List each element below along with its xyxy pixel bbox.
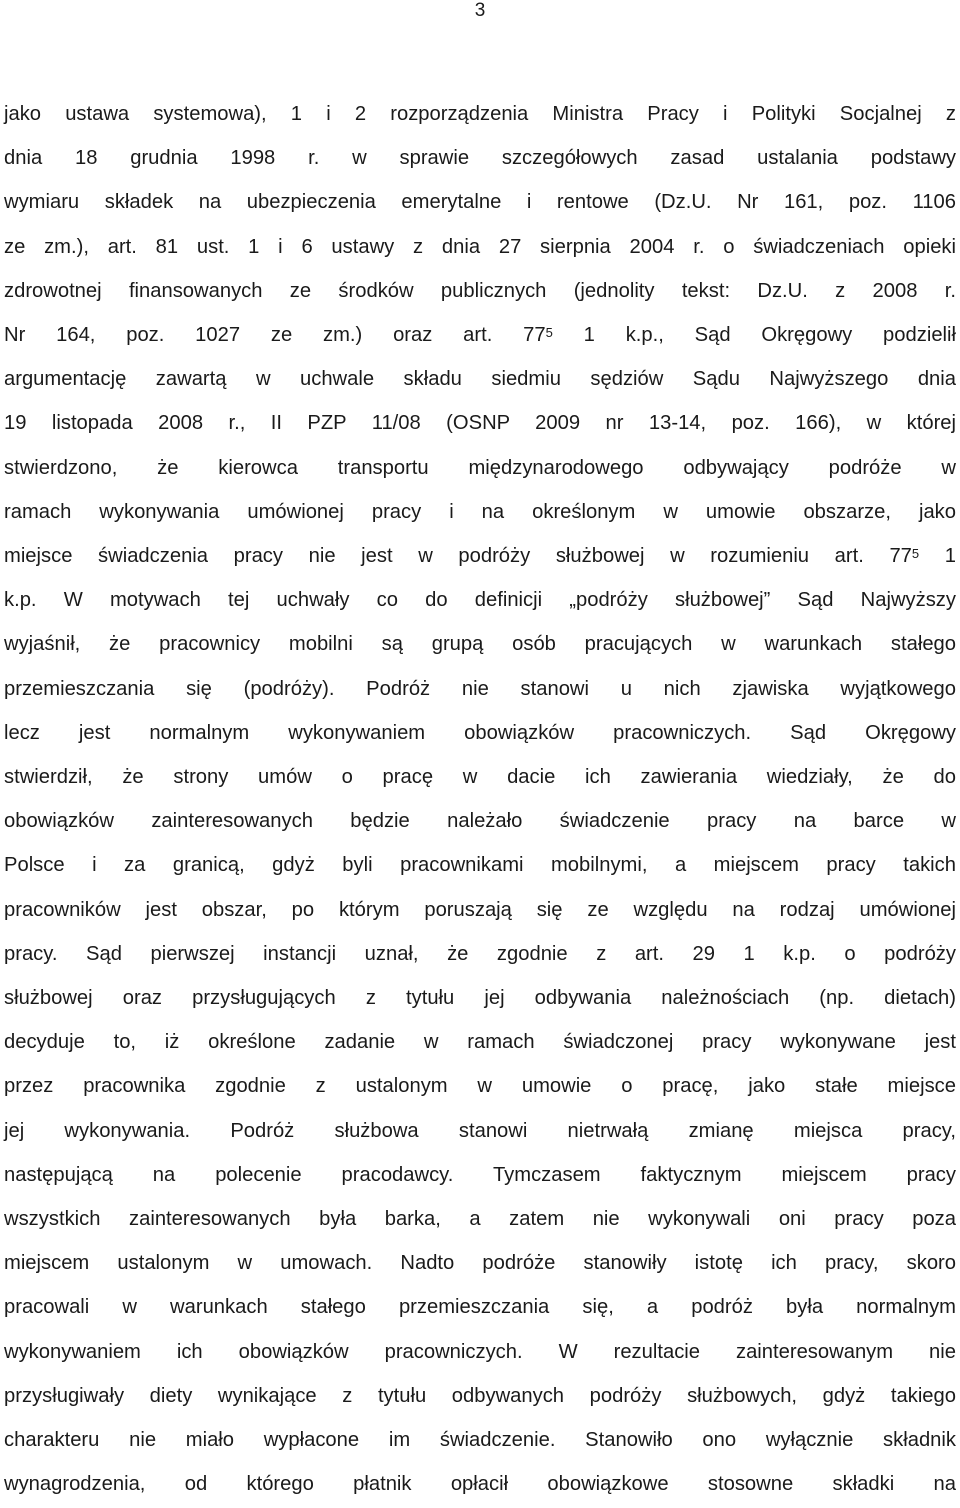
text-line: wykonywaniem ich obowiązków pracowniczych. W rezultacie zainteresowanym nie bbox=[4, 1341, 956, 1363]
text-line: przysługiwały diety wynikające z tytułu odbywanych podróży służbowych, gdyż takiego bbox=[4, 1385, 956, 1407]
page-number: 3 bbox=[474, 0, 486, 21]
superscript: 5 bbox=[545, 325, 553, 340]
text-line: wynagrodzenia, od którego płatnik opłacił obowiązkowe stosowne składki na bbox=[4, 1473, 956, 1495]
text-line: k.p. W motywach tej uchwały co do definicji „podróży służbowej” Sąd Najwyższy bbox=[4, 589, 956, 611]
text-line: Nr 164, poz. 1027 ze zm.) oraz art. $77^5$ 1 k.p., Sąd Okręgowy podzielił bbox=[4, 324, 957, 346]
text-line: pracy. Sąd pierwszej instancji uznał, że zgodnie z art. 29 1 k.p. o podróży bbox=[4, 943, 956, 965]
text-line: pracowali w warunkach stałego przemieszczania się, a podróż była normalnym bbox=[4, 1296, 956, 1318]
text-line: ramach wykonywania umówionej pracy i na określonym w umowie obszarze, jako bbox=[4, 501, 956, 523]
text-line: argumentację zawartą w uchwale składu siedmiu sędziów Sądu Najwyższego dnia bbox=[4, 368, 956, 390]
text-line: zdrowotnej finansowanych ze środków publicznych (jednolity tekst: Dz.U. z 2008 r. bbox=[4, 280, 956, 302]
text-line: wszystkich zainteresowanych była barka, a zatem nie wykonywali oni pracy poza bbox=[4, 1208, 956, 1230]
text-line: wymiaru składek na ubezpieczenia emerytalne i rentowe (Dz.U. Nr 161, poz. 1106 bbox=[4, 191, 956, 213]
text-line: decyduje to, iż określone zadanie w ramach świadczonej pracy wykonywane jest bbox=[4, 1031, 956, 1053]
text-line: jako ustawa systemowa), 1 i 2 rozporządzenia Ministra Pracy i Polityki Socjalnej z bbox=[4, 103, 956, 125]
text-line: Polsce i za granicą, gdyż byli pracownikami mobilnymi, a miejscem pracy takich bbox=[4, 854, 956, 876]
text-line: obowiązków zainteresowanych będzie należało świadczenie pracy na barce w bbox=[4, 810, 956, 832]
text-line: lecz jest normalnym wykonywaniem obowiązków pracowniczych. Sąd Okręgowy bbox=[4, 722, 956, 744]
text-line: 19 listopada 2008 r., II PZP 11/08 (OSNP 2009 nr 13-14, poz. 166), w której bbox=[4, 412, 956, 434]
text-line: stwierdził, że strony umów o pracę w dacie ich zawierania wiedziały, że do bbox=[4, 766, 956, 788]
text-line: ze zm.), art. 81 ust. 1 i 6 ustawy z dnia 27 sierpnia 2004 r. o świadczeniach opieki bbox=[4, 236, 956, 258]
text-line: charakteru nie miało wypłacone im świadczenie. Stanowiło ono wyłącznie składnik bbox=[4, 1429, 956, 1451]
text-line: miejsce świadczenia pracy nie jest w podróży służbowej w rozumieniu art. $77^5$ 1 bbox=[4, 545, 957, 567]
text-line: przez pracownika zgodnie z ustalonym w umowie o pracę, jako stałe miejsce bbox=[4, 1075, 956, 1097]
text-line: dnia 18 grudnia 1998 r. w sprawie szczegółowych zasad ustalania podstawy bbox=[4, 147, 956, 169]
text-line: służbowej oraz przysługujących z tytułu jej odbywania należnościach (np. dietach) bbox=[4, 987, 956, 1009]
text-line: pracowników jest obszar, po którym poruszają się ze względu na rodzaj umówionej bbox=[4, 899, 956, 921]
text-line: następującą na polecenie pracodawcy. Tymczasem faktycznym miejscem pracy bbox=[4, 1164, 956, 1186]
text-line: stwierdzono, że kierowca transportu międzynarodowego odbywający podróże w bbox=[4, 457, 956, 479]
text-line: miejscem ustalonym w umowach. Nadto podróże stanowiły istotę ich pracy, skoro bbox=[4, 1252, 956, 1274]
text-line: przemieszczania się (podróży). Podróż nie stanowi u nich zjawiska wyjątkowego bbox=[4, 678, 956, 700]
text-line: wyjaśnił, że pracownicy mobilni są grupą osób pracujących w warunkach stałego bbox=[4, 633, 956, 655]
text-line: jej wykonywania. Podróż służbowa stanowi nietrwałą zmianę miejsca pracy, bbox=[4, 1120, 956, 1142]
superscript: 5 bbox=[911, 546, 920, 561]
